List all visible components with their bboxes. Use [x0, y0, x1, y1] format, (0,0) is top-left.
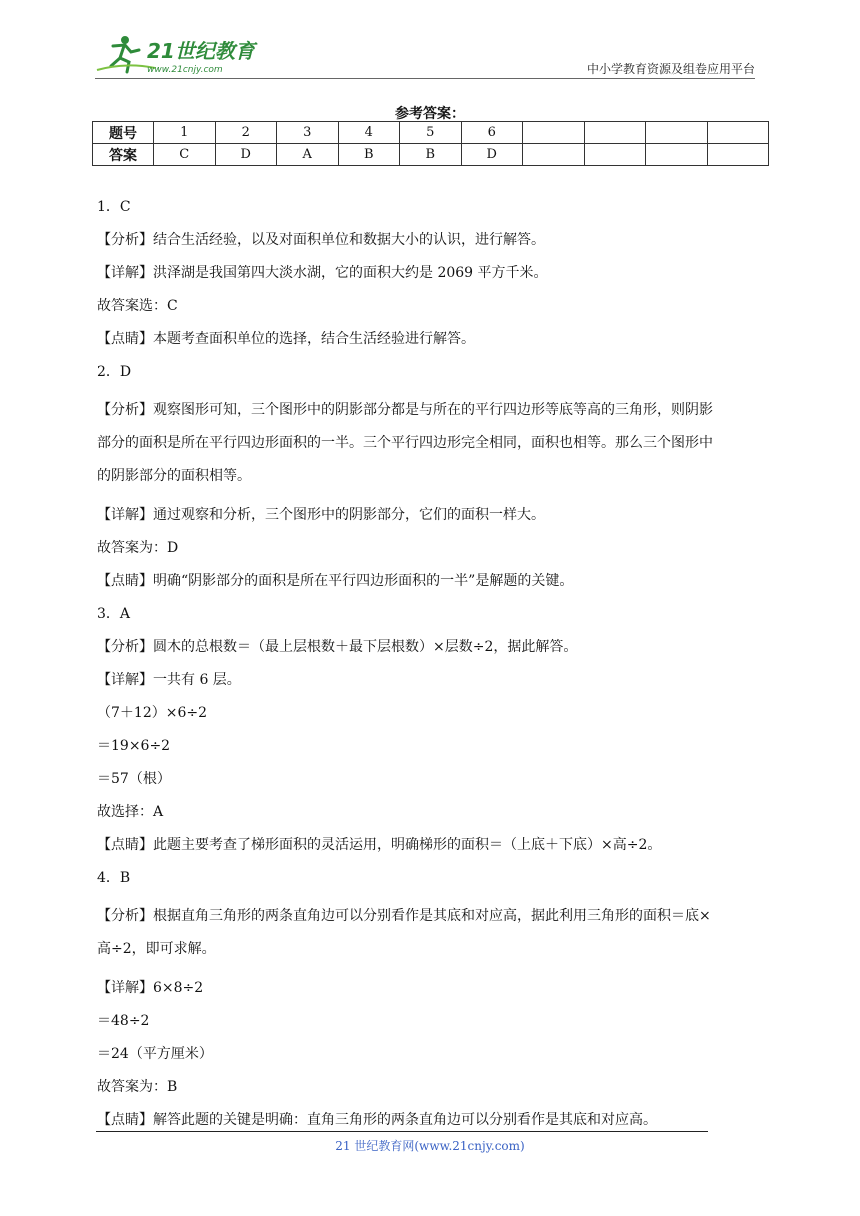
svg-text:21世纪教育: 21世纪教育 [147, 39, 255, 63]
text-line: ＝19×6÷2 [97, 738, 171, 754]
text-line: ＝48÷2 [97, 1013, 150, 1029]
table-cell [523, 144, 585, 166]
table-cell: B [338, 144, 400, 166]
answer-table [92, 121, 769, 166]
table-cell [707, 144, 769, 166]
text-line: 【详解】通过观察和分析，三个图形中的阴影部分，它们的面积一样大。 [97, 507, 545, 523]
table-cell [523, 122, 585, 144]
header-divider [95, 78, 755, 79]
text-line: 4．B [97, 870, 131, 886]
table-cell: 5 [400, 122, 462, 144]
analysis-paragraph [97, 900, 777, 966]
table-cell: 4 [338, 122, 400, 144]
table-cell [707, 122, 769, 144]
table-cell [646, 144, 708, 166]
text-line: 故答案选：C [97, 298, 178, 314]
text-line: ＝57（根） [97, 771, 171, 787]
text-line: 高÷2，即可求解。 [97, 941, 216, 957]
text-line: 【分析】结合生活经验，以及对面积单位和数据大小的认识，进行解答。 [97, 232, 545, 248]
text-line: 【点睛】本题考查面积单位的选择，结合生活经验进行解答。 [97, 331, 475, 347]
text-line: 【详解】一共有 6 层。 [97, 672, 241, 688]
text-line: 【点睛】此题主要考查了梯形面积的灵活运用，明确梯形的面积＝（上底＋下底）×高÷2。 [97, 837, 662, 853]
site-logo [95, 32, 265, 76]
text-line: 【分析】观察图形可知，三个图形中的阴影部分都是与所在的平行四边形等底等高的三角形，则阴影 [97, 402, 713, 418]
answer-row [93, 144, 769, 166]
table-cell: D [215, 144, 277, 166]
table-cell [584, 144, 646, 166]
table-cell: 2 [215, 122, 277, 144]
platform-name: 中小学教育资源及组卷应用平台 [586, 62, 755, 76]
table-cell [646, 122, 708, 144]
text-line: 的阴影部分的面积相等。 [97, 468, 251, 484]
text-line: ＝24（平方厘米） [97, 1046, 213, 1062]
text-line: 【详解】洪泽湖是我国第四大淡水湖，它的面积大约是 2069 平方千米。 [97, 265, 548, 281]
table-cell: 1 [154, 122, 216, 144]
text-line: 故答案为：D [97, 540, 179, 556]
text-line: 部分的面积是所在平行四边形面积的一半。三个平行四边形完全相同，面积也相等。那么三个图形中 [97, 435, 713, 451]
text-line: （7＋12）×6÷2 [97, 705, 207, 721]
text-line: 故选择：A [97, 804, 164, 820]
text-line: 1．C [97, 199, 131, 215]
svg-text:www.21cnjy.com: www.21cnjy.com [147, 65, 223, 75]
text-line: 【点睛】明确“阴影部分的面积是所在平行四边形面积的一半”是解题的关键。 [97, 573, 574, 589]
table-cell: 3 [277, 122, 339, 144]
row-label: 题号 [93, 122, 154, 144]
table-cell: A [277, 144, 339, 166]
page-header [95, 30, 755, 80]
table-cell: D [461, 144, 523, 166]
text-line: 2．D [97, 364, 132, 380]
table-cell: 6 [461, 122, 523, 144]
footer-link[interactable]: 21 世纪教育网(www.21cnjy.com) [335, 1139, 525, 1153]
table-cell [584, 122, 646, 144]
text-line: 【点睛】解答此题的关键是明确：直角三角形的两条直角边可以分别看作是其底和对应高。 [97, 1112, 657, 1128]
text-line: 【分析】圆木的总根数＝（最上层根数＋最下层根数）×层数÷2，据此解答。 [97, 639, 578, 655]
text-line: 【分析】根据直角三角形的两条直角边可以分别看作是其底和对应高，据此利用三角形的面积＝底× [97, 908, 711, 924]
page-title: 参考答案： [395, 106, 465, 122]
solution-body [97, 196, 777, 1142]
table-cell: C [154, 144, 216, 166]
text-line: 故答案为：B [97, 1079, 178, 1095]
text-line: 3．A [97, 606, 131, 622]
table-cell: B [400, 144, 462, 166]
footer-divider [96, 1131, 708, 1132]
analysis-paragraph [97, 394, 777, 493]
text-line: 【详解】6×8÷2 [97, 980, 204, 996]
question-number-row [93, 122, 769, 144]
row-label: 答案 [93, 144, 154, 166]
